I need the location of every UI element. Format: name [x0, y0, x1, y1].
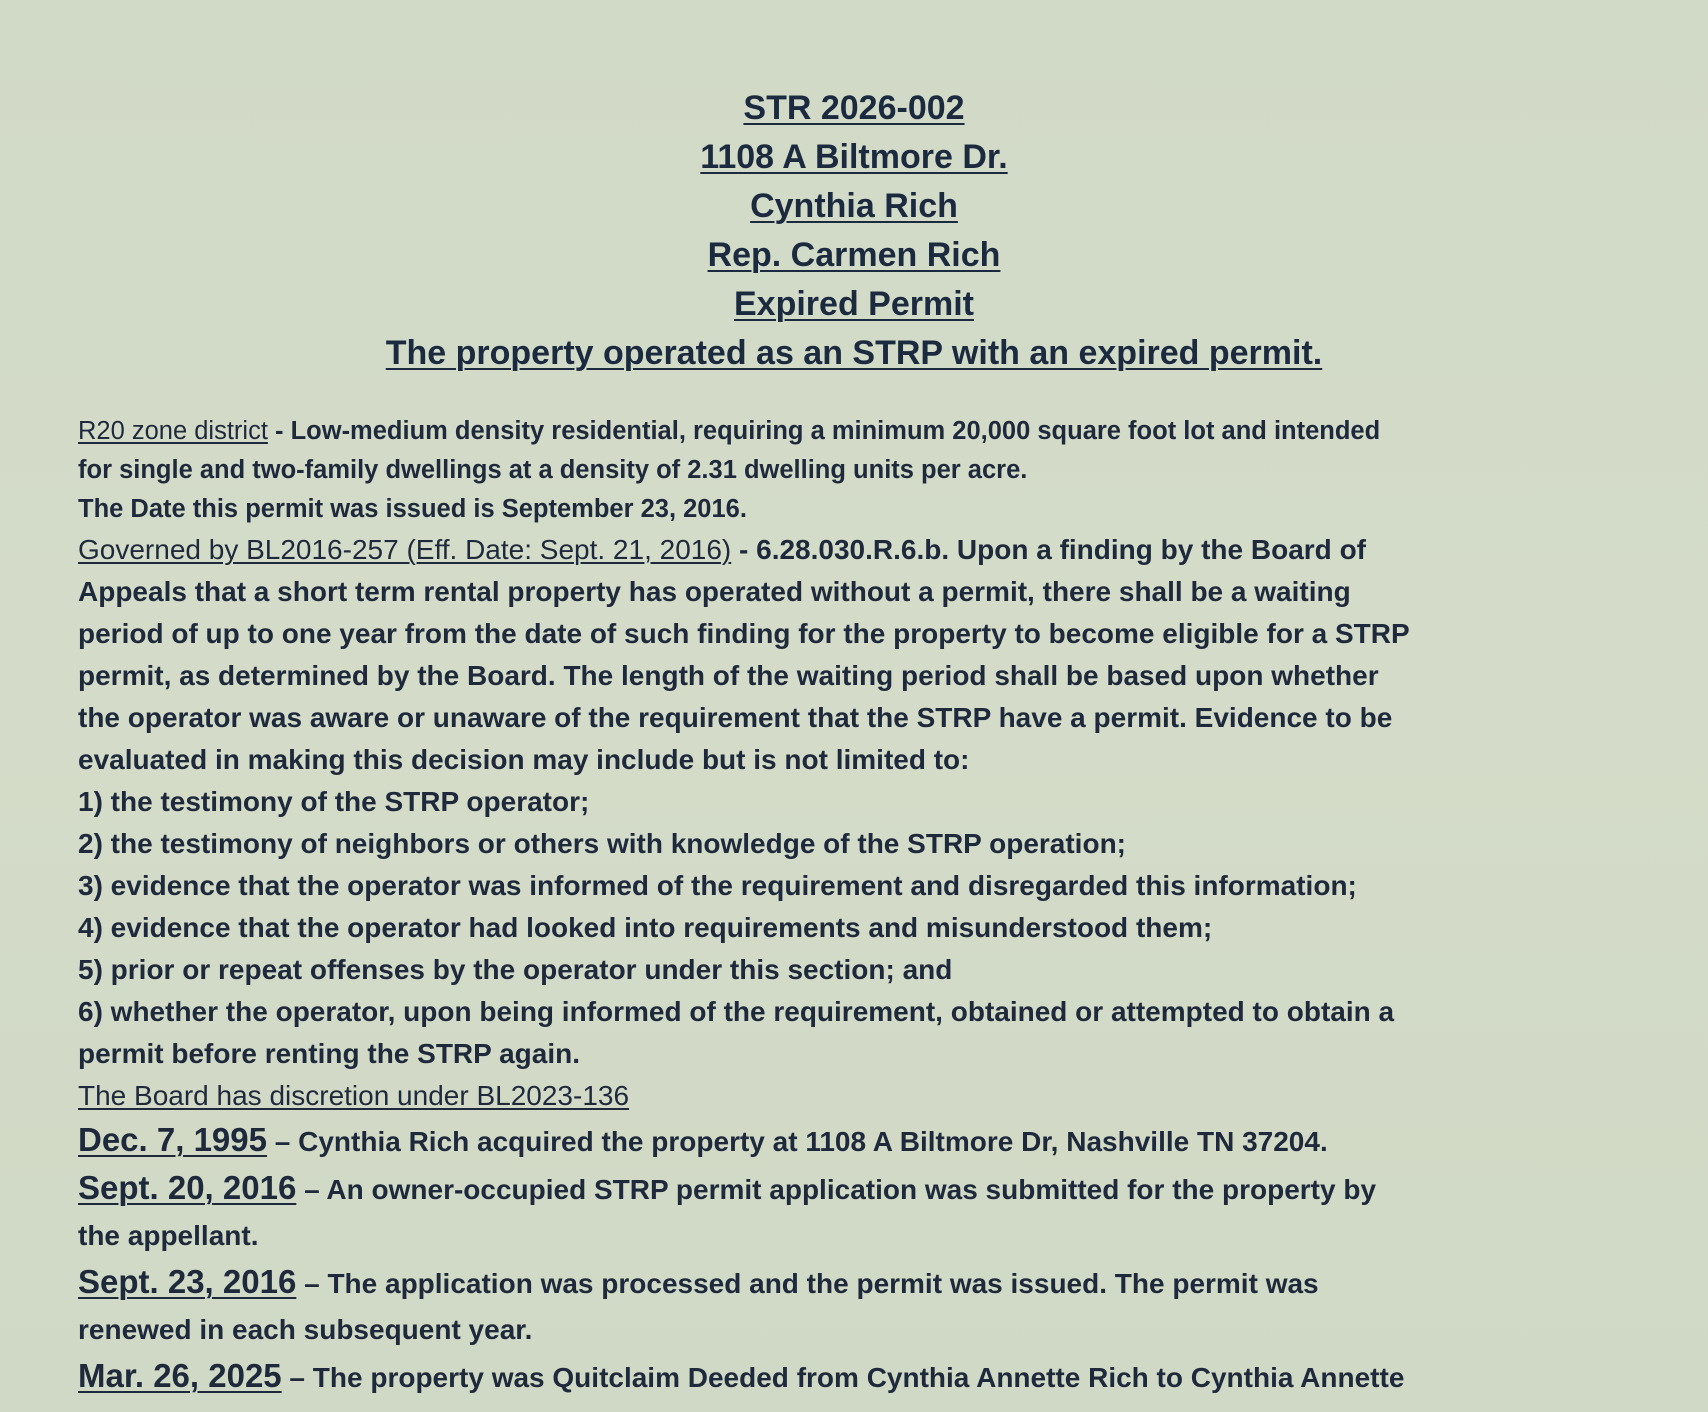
- owner-name: Cynthia Rich: [750, 187, 958, 225]
- case-category: Expired Permit: [734, 285, 974, 323]
- evidence-item-6: 6) whether the operator, upon being informed of the requirement, obtained or attempted to obtain a: [78, 996, 1395, 1027]
- governed-label: Governed by BL2016-257 (Eff. Date: Sept. 21, 2016): [78, 534, 732, 565]
- timeline-date: Sept. 23, 2016: [78, 1263, 297, 1300]
- evidence-item-5: 5) prior or repeat offenses by the operator under this section; and: [78, 954, 953, 985]
- timeline-entry-3: [78, 1259, 1638, 1307]
- governed-line-3: period of up to one year from the date of such finding for the property to become eligible for a STRP: [78, 618, 1410, 649]
- timeline-entry-4: [78, 1353, 1638, 1401]
- timeline-entry-2: [78, 1165, 1638, 1213]
- governed-line-2: Appeals that a short term rental property has operated without a permit, there shall be a waiting: [78, 576, 1351, 607]
- governed-line-6: evaluated in making this decision may include but is not limited to:: [78, 744, 970, 775]
- property-address: 1108 A Biltmore Dr.: [700, 138, 1008, 176]
- evidence-item-2: 2) the testimony of neighbors or others with knowledge of the STRP operation;: [78, 828, 1126, 859]
- document-body: [78, 412, 1638, 1401]
- timeline-entry-1: [78, 1117, 1638, 1165]
- timeline-text: – An owner-occupied STRP permit application was submitted for the property by: [296, 1174, 1377, 1205]
- discretion-label: The Board has discretion under BL2023-136: [78, 1080, 630, 1111]
- governed-line-1: [78, 529, 1638, 571]
- timeline-date: Mar. 26, 2025: [78, 1357, 282, 1394]
- timeline-date: Sept. 20, 2016: [78, 1169, 297, 1206]
- zone-label: R20 zone district: [78, 417, 268, 445]
- zone-section: [78, 412, 1638, 529]
- zone-line-2: for single and two-family dwellings at a density of 2.31 dwelling units per acre.: [78, 456, 1028, 484]
- zone-text-1: - Low-medium density residential, requiring a minimum 20,000 square foot lot and intended: [267, 417, 1381, 445]
- governed-text-1: - 6.28.030.R.6.b. Upon a finding by the Board of: [731, 534, 1366, 565]
- governed-line-5: the operator was aware or unaware of the requirement that the STRP have a permit. Evidence to be: [78, 702, 1393, 733]
- timeline-entry-3-cont: renewed in each subsequent year.: [78, 1314, 533, 1345]
- case-header: [0, 84, 1708, 378]
- case-summary: The property operated as an STRP with an expired permit.: [385, 334, 1323, 372]
- governed-line-4: permit, as determined by the Board. The length of the waiting period shall be based upon whether: [78, 660, 1379, 691]
- representative-name: Rep. Carmen Rich: [707, 236, 1001, 274]
- evidence-item-1: 1) the testimony of the STRP operator;: [78, 786, 590, 817]
- case-number: STR 2026-002: [743, 89, 965, 127]
- evidence-item-3: 3) evidence that the operator was informed of the requirement and disregarded this information;: [78, 870, 1357, 901]
- zone-line-1: [78, 412, 1638, 451]
- evidence-item-4: 4) evidence that the operator had looked into requirements and misunderstood them;: [78, 912, 1213, 943]
- governed-section: [78, 529, 1638, 1117]
- evidence-item-6-cont: permit before renting the STRP again.: [78, 1038, 581, 1069]
- issued-date-line: The Date this permit was issued is September 23, 2016.: [78, 495, 747, 523]
- timeline-entry-2-cont: the appellant.: [78, 1220, 259, 1251]
- discretion-line: [78, 1075, 1638, 1117]
- timeline-text: – Cynthia Rich acquired the property at 1108 A Biltmore Dr, Nashville TN 37204.: [266, 1126, 1328, 1157]
- timeline-text: – The property was Quitclaim Deeded from Cynthia Annette Rich to Cynthia Annette: [281, 1362, 1405, 1393]
- timeline: [78, 1117, 1638, 1401]
- timeline-text: – The application was processed and the permit was issued. The permit was: [296, 1268, 1319, 1299]
- timeline-date: Dec. 7, 1995: [78, 1121, 267, 1158]
